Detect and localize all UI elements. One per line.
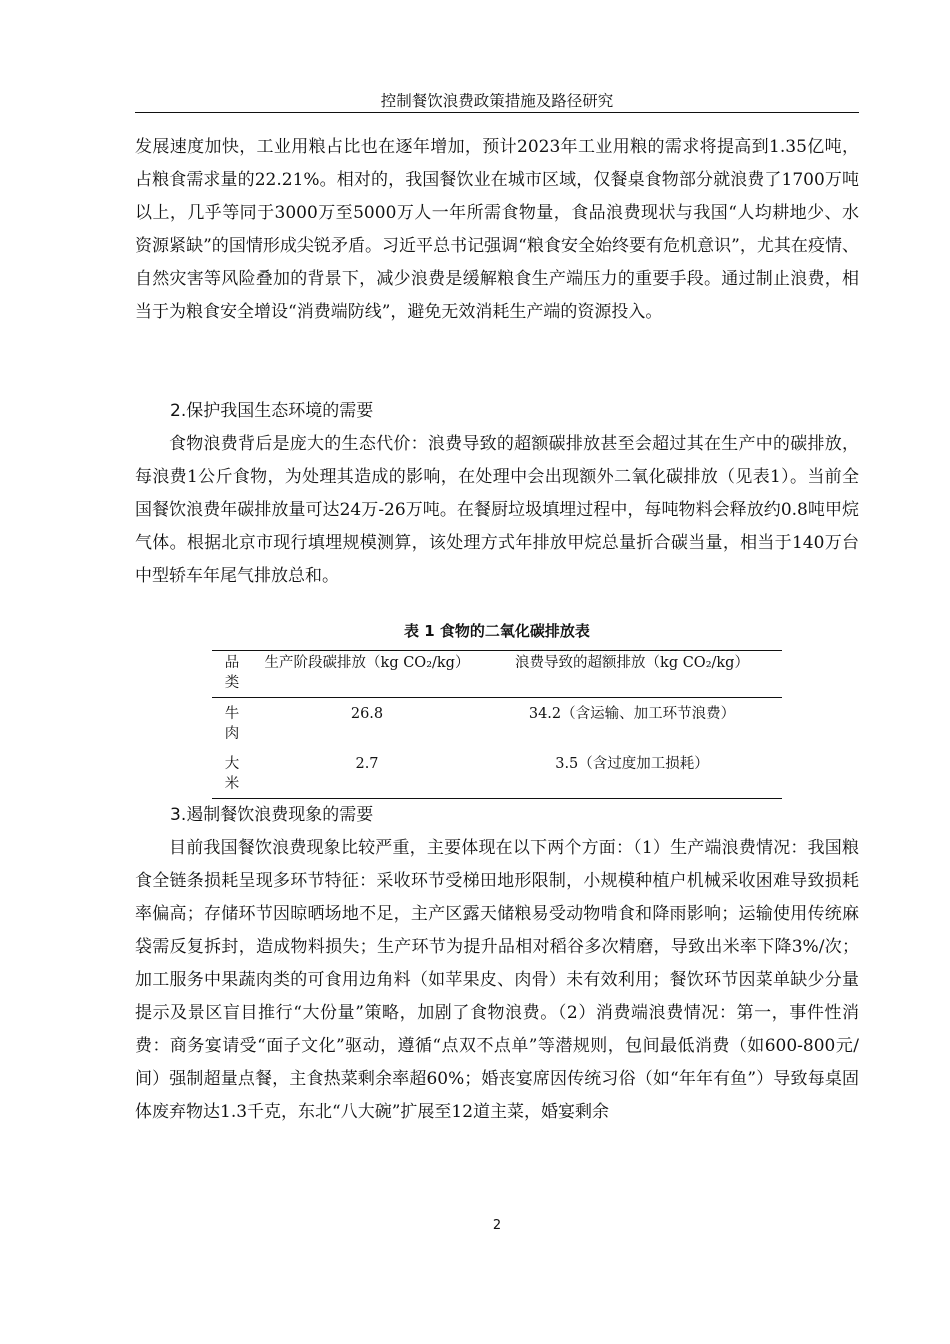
header-production: 生产阶段碳排放（kg CO₂/kg） — [264, 655, 470, 671]
row-category: 大米 — [224, 756, 240, 792]
section-heading-curb-waste: 3.遏制餐饮浪费现象的需要 — [170, 805, 374, 825]
co2-emission-table — [212, 650, 782, 799]
row-category: 牛肉 — [224, 706, 240, 742]
header-rule — [135, 112, 859, 113]
row-waste: 34.2（含运输、加工环节浪费） — [528, 706, 736, 722]
header-category: 品类 — [224, 655, 240, 691]
paragraph-grain-security: 发展速度加快，工业用粮占比也在逐年增加，预计2023年工业用粮的需求将提高到1.35亿吨，占粮食需求量的22.21%。相对的，我国餐饮业在城市区域，仅餐桌食物部分就浪费了1700万吨以上，几乎等同于3000万至5000万人一年所需食物量，食品浪费现状与我国“人均耕地少、水资源紧缺”的国情形成尖锐矛盾。习近平总书记强调“粮食安全始终要有危机意识”，尤其在疫情、自然灾害等风险叠加的背景下，减少浪费是缓解粮食生产端压力的重要手段。通过制止浪费，相当于为粮食安全增设“消费端防线”，避免无效消耗生产端的资源投入。 — [135, 137, 859, 322]
table-header-row — [212, 651, 782, 698]
header-waste: 浪费导致的超额排放（kg CO₂/kg） — [515, 655, 749, 671]
page-number: 2 — [492, 1218, 502, 1233]
table-caption: 表 1 食物的二氧化碳排放表 — [404, 622, 590, 640]
paragraph-ecology: 食物浪费背后是庞大的生态代价：浪费导致的超额碳排放甚至会超过其在生产中的碳排放，每浪费1公斤食物，为处理其造成的影响，在处理中会出现额外二氧化碳排放（见表1）。当前全国餐饮浪费年碳排放量可达24万-26万吨。在餐厨垃圾填埋过程中，每吨物料会释放约0.8吨甲烷气体。根据北京市现行填埋规模测算，该处理方式年排放甲烷总量折合碳当量，相当于140万台中型轿车年尾气排放总和。 — [135, 434, 859, 586]
row-production: 26.8 — [350, 706, 384, 722]
row-production: 2.7 — [355, 756, 379, 772]
running-header: 控制餐饮浪费政策措施及路径研究 — [380, 92, 614, 110]
row-waste: 3.5（含过度加工损耗） — [555, 756, 709, 772]
section-heading-ecology: 2.保护我国生态环境的需要 — [170, 401, 374, 421]
table-row — [212, 698, 782, 749]
table-row — [212, 748, 782, 799]
paragraph-curb-waste: 目前我国餐饮浪费现象比较严重，主要体现在以下两个方面：（1）生产端浪费情况：我国粮食全链条损耗呈现多环节特征：采收环节受梯田地形限制，小规模种植户机械采收困难导致损耗率偏高；存储环节因晾晒场地不足，主产区露天储粮易受动物啃食和降雨影响；运输使用传统麻袋需反复拆封，造成物料损失；生产环节为提升品相对稻谷多次精磨，导致出米率下降3%/次；加工服务中果蔬肉类的可食用边角料（如苹果皮、肉骨）未有效利用；餐饮环节因菜单缺少分量提示及景区盲目推行“大份量”策略，加剧了食物浪费。（2）消费端浪费情况：第一，事件性消费：商务宴请受“面子文化”驱动，遵循“点双不点单”等潜规则，包间最低消费（如600-800元/间）强制超量点餐，主食热菜剩余率超60%；婚丧宴席因传统习俗（如“年年有鱼”）导致每桌固体废弃物达1.3千克，东北“八大碗”扩展至12道主菜，婚宴剩余 — [135, 838, 859, 1122]
